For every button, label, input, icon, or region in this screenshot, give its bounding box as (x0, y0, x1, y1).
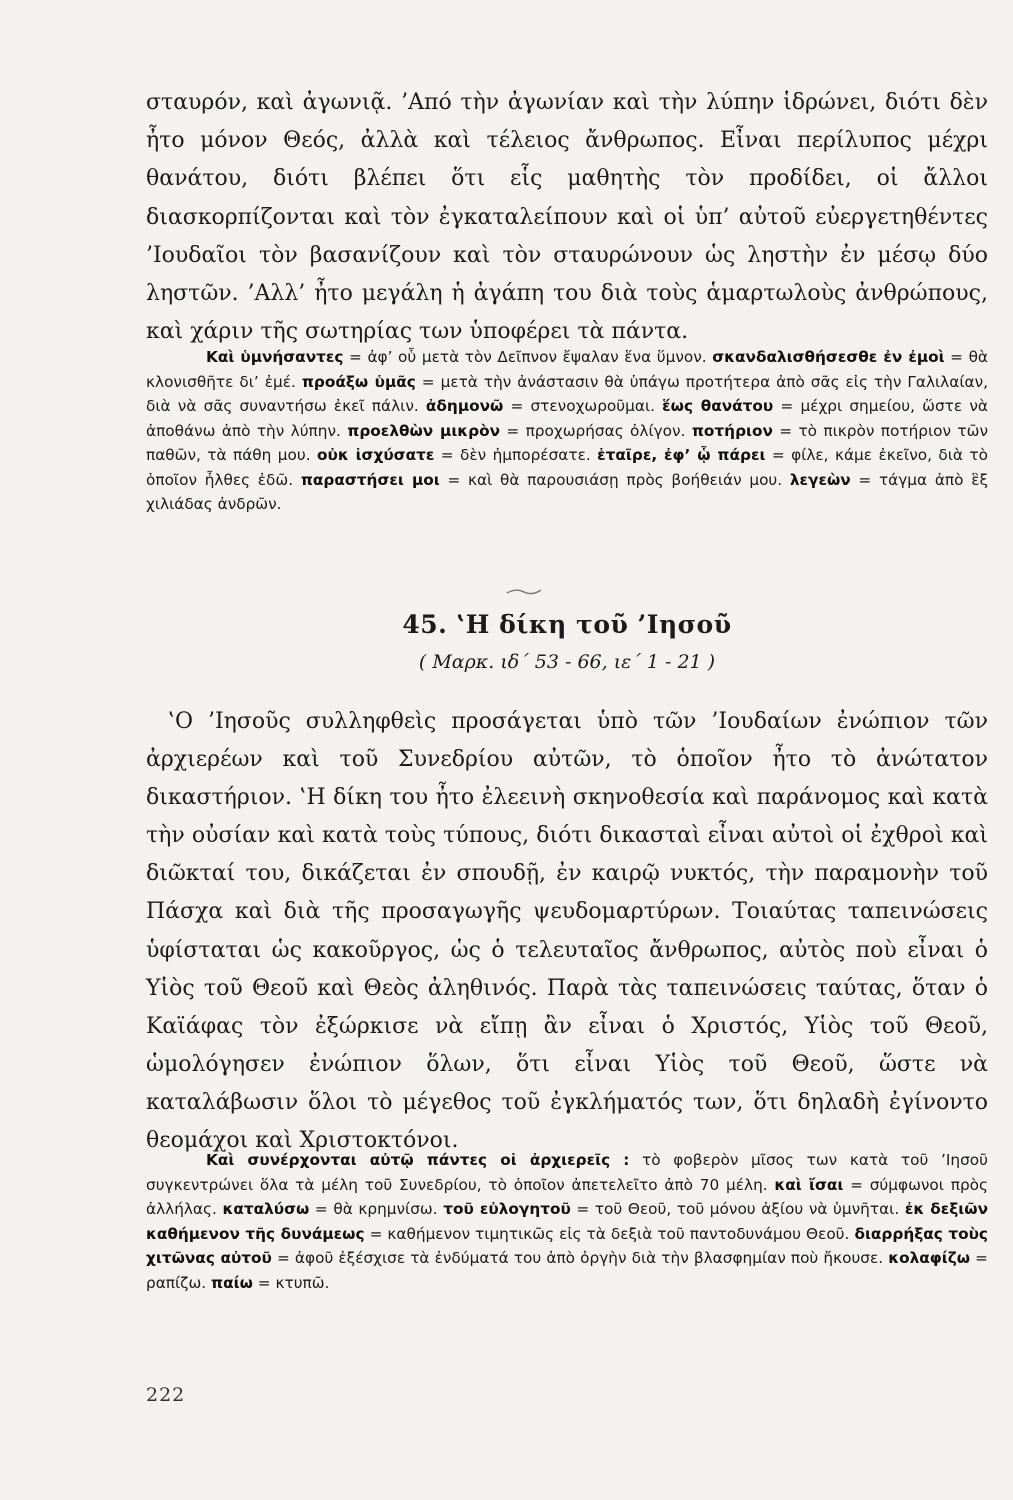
gloss-term: ἕως θανάτου (662, 397, 774, 415)
intro-paragraph-text: σταυρόν, καὶ ἀγωνιᾷ. ’Από τὴν ἀγωνίαν καὶ τὴν λύπην ἱδρώνει, διότι δὲν ἦτο μόνον Θεός, ἀλλὰ καὶ τέλειος ἄνθρωπος. Εἶναι περίλυπος μέχρι θανάτου, διότι βλέπει ὅτι εἷς μαθητὴς τὸν προδίδει, οἱ ἄλλοι διασκορπίζονται καὶ τὸν ἐγκαταλείπουν καὶ οἱ ὑπ’ αὐτοῦ εὐεργετηθέντες ’Ιουδαῖοι τὸν βασανίζουν καὶ τὸν σταυρώνουν ὡς ληστὴν ἐν μέσῳ δύο ληστῶν. ’Αλλ’ ἦτο μεγάλη ἡ ἀγάπη του διὰ τοὺς ἁμαρτωλοὺς ἀνθρώπους, καὶ χάριν τῆς σωτηρίας των ὑποφέρει τὰ πάντα. (146, 90, 988, 345)
gloss-term: Καὶ ὑμνήσαντες (206, 348, 344, 366)
gloss-term: λεγεὼν (789, 470, 851, 489)
gloss-def: = στενοχωροῦμαι. (503, 397, 663, 415)
gloss-def: = ἀφοῦ ἐξέσχισε τὰ ἐνδύματά του ἀπὸ ὀργὴν διὰ τὴν βλασφημίαν ποὺ ἤκουσε. (271, 1249, 889, 1267)
gloss-def: = τοῦ Θεοῦ, τοῦ μόνου ἀξίου νὰ ὑμνῆται. (570, 1200, 905, 1218)
gloss-term: κολαφίζω (888, 1249, 971, 1267)
gloss-def: = τάγμα ἀπὸ ἓξ χιλιάδας ἀνδρῶν. (146, 470, 988, 513)
gloss-term: τοῦ εὐλογητοῦ (443, 1200, 571, 1218)
gloss-term: προάξω ὑμᾶς (301, 372, 416, 391)
scripture-reference: ( Μαρκ. ιδ΄ 53 - 66, ιε΄ 1 - 21 ) (418, 651, 716, 673)
gloss-term: καταλύσω (222, 1200, 310, 1218)
gloss-def: τὸ φοβερὸν μῖσος των κατὰ τοῦ ’Ιησοῦ συγκεντρώνει ὅλα τὰ μέλη τοῦ Συνεδρίου, τὸ ὁποῖον ἀπετελεῖτο ἀπὸ 70 μέλη. (146, 1151, 988, 1194)
page-number: 222 (146, 1384, 186, 1406)
gloss-term: παίω (211, 1273, 253, 1292)
glossary-paragraph (146, 345, 988, 517)
gloss-def: = ἀφ’ οὗ μετὰ τὸν Δεῖπνον ἔψαλαν ἕνα ὕμνον. (343, 348, 713, 366)
gloss-def: = ραπίζω. (146, 1249, 988, 1292)
gloss-def: = μέχρι σημείου, ὥστε νὰ ἀποθάνω ἀπὸ τὴν λύπην. (146, 397, 988, 440)
glossary-notes-bottom (146, 1148, 988, 1295)
gloss-term: ἑταῖρε, ἐφ’ ᾧ πάρει (597, 446, 766, 464)
gloss-term: προελθὼν μικρὸν (347, 421, 501, 440)
ornament-divider (506, 586, 542, 596)
gloss-def: = κτυπῶ. (252, 1273, 330, 1292)
gloss-def: = δὲν ἠμπορέσατε. (434, 446, 598, 464)
gloss-term: Καὶ συνέρχονται αὐτῷ πάντες οἱ ἀρχιερεῖς : (206, 1151, 630, 1169)
gloss-def: = φίλε, κάμε ἐκεῖνο, διὰ τὸ ὁποῖον ἦλθες ἐδῶ. (146, 446, 988, 489)
gloss-def: = σύμφωνοι πρὸς ἀλλήλας. (146, 1175, 988, 1218)
gloss-term: ποτήριον (691, 421, 773, 440)
gloss-def: = καθήμενον τιμητικῶς εἰς τὰ δεξιὰ τοῦ παντοδυνάμου Θεοῦ. (364, 1224, 855, 1243)
section-title: 45. ‛Η δίκη τοῦ ’Ιησοῦ (402, 610, 732, 639)
glossary-paragraph (146, 1148, 988, 1295)
gloss-term: ἀδημονῶ (425, 397, 504, 415)
gloss-term: διαρρήξας τοὺς χιτῶνας αὐτοῦ (146, 1224, 988, 1267)
gloss-term: σκανδαλισθήσεσθε ἐν ἐμοὶ (712, 348, 945, 366)
gloss-def: = θὰ κλονισθῆτε δι’ ἐμέ. (146, 348, 989, 391)
main-paragraph-text: ‛Ο ’Ιησοῦς συλληφθεὶς προσάγεται ὑπὸ τῶν ’Ιουδαίων ἐνώπιον τῶν ἀρχιερέων καὶ τοῦ Συνεδρίου αὐτῶν, τὸ ὁποῖον ἦτο τὸ ἀνώτατον δικαστήριον. ‛Η δίκη του ἦτο ἐλεεινὴ σκηνοθεσία καὶ παράνομος καὶ κατὰ τὴν οὐσίαν καὶ κατὰ τοὺς τύπους, διότι δικασταὶ εἶναι αὐτοὶ οἱ ἐχθροὶ καὶ διῶκταί του, δικάζεται ἐν σπουδῇ, ἐν καιρῷ νυκτός, τὴν παραμονὴν τοῦ Πάσχα καὶ διὰ τῆς προσαγωγῆς ψευδομαρτύρων. Τοιαύτας ταπεινώσεις ὑφίσταται ὡς κακοῦργος, ὡς ὁ τελευταῖος ἄνθρωπος, αὐτὸς ποὺ εἶναι ὁ Υἱὸς τοῦ Θεοῦ καὶ Θεὸς ἀληθινός. Παρὰ τὰς ταπεινώσεις ταύτας, ὅταν ὁ Καϊάφας τὸν ἐξώρκισε νὰ εἴπῃ ἂν εἶναι ὁ Χριστός, Υἱὸς τοῦ Θεοῦ, ὡμολόγησεν ἐνώπιον ὅλων, ὅτι εἶναι Υἱὸς τοῦ Θεοῦ, ὥστε νὰ καταλάβωσιν ὅλοι τὸ μέγεθος τοῦ ἐγκλήματός των, ὅτι δηλαδὴ ἐγίνοντο θεομάχοι καὶ Χριστοκτόνοι. (146, 709, 988, 1154)
gloss-def: = καὶ θὰ παρουσιάσῃ πρὸς βοήθειάν μου. (439, 470, 790, 489)
intro-paragraph (146, 84, 988, 351)
section-heading (146, 605, 988, 679)
gloss-def: = προχωρήσας ὀλίγον. (500, 421, 692, 440)
glossary-notes-top (146, 345, 988, 517)
main-paragraph (146, 703, 988, 1160)
gloss-term: καὶ ἴσαι (774, 1175, 844, 1194)
gloss-def: = θὰ κρημνίσω. (309, 1200, 444, 1218)
gloss-term: παραστήσει μοι (300, 470, 440, 489)
gloss-term: ἐκ δεξιῶν καθήμενον τῆς δυνάμεως (146, 1200, 988, 1243)
gloss-def: = μετὰ τὴν ἀνάστασιν θὰ ὑπάγω προτήτερα ἀπὸ σᾶς εἰς τὴν Γαλιλαίαν, διὰ νὰ σᾶς συναντήσω ἐκεῖ πάλιν. (146, 372, 988, 415)
gloss-term: οὐκ ἰσχύσατε (317, 446, 435, 464)
gloss-def: = τὸ πικρὸν ποτήριον τῶν παθῶν, τὰ πάθη μου. (146, 421, 988, 464)
